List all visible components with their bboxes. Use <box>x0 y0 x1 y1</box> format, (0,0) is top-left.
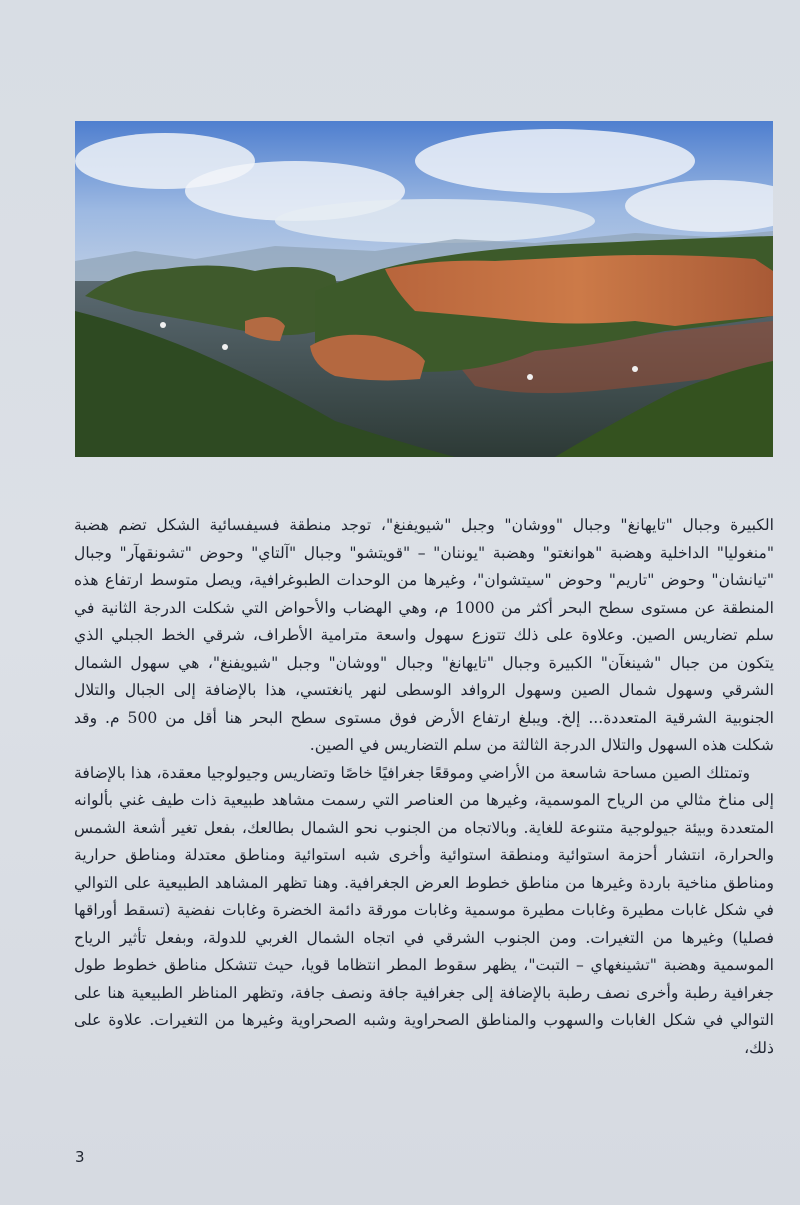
paragraph: وتمتلك الصين مساحة شاسعة من الأراضي وموقعًا جغرافيًا خاصًا وتضاريس وجيولوجيا معقدة، هذا بالإضافة إلى مناخ مثالي من الرياح الموسمية، وغيرها من العناصر التي رسمت مشاهد طبيعية ذات طيف غني بألوانه المتعددة وبيئة جيولوجية متنوعة للغاية. وبالاتجاه من الجنوب نحو الشمال بطالعك، بفعل تغير أشعة الشمس والحرارة، انتشار أحزمة استوائية ومنطقة استوائية وأخرى شبه استوائية ومناطق معتدلة ومناطق حرارية ومناطق مناخية باردة وغيرها من مناطق خطوط العرض الجغرافية. وهنا تظهر المشاهد الطبيعية على التوالي في شكل غابات مطيرة وغابات مطيرة موسمية وغابات مورقة دائمة الخضرة وغابات نفضية (تسقط أوراقها فصليا) وغيرها من التغيرات. ومن الجنوب الشرقي في اتجاه الشمال الغربي للدولة، وبفعل تأثير الرياح الموسمية وهضبة "تشينغهاي – التبت"، يظهر سقوط المطر انتظاما قويا، حيث تتشكل مناطق خطوط طول جغرافية رطبة وأخرى نصف رطبة بالإضافة إلى جغرافية جافة ونصف جافة، وتظهر المناظر الطبيعية هنا على التوالي في شكل الغابات والسهوب والمناطق الصحراوية وشبه الصحراوية وغيرها من التغيرات. علاوة على ذلك، <box>74 763 774 1057</box>
paragraph: الكبيرة وجبال "تايهانغ" وجبال "ووشان" وجبل "شيويفنغ"، توجد منطقة فسيفسائية الشكل تضم هضبة "منغوليا" الداخلية وهضبة "هوانغتو" وهضبة "يوننان" – "قويتشو" وجبال "آلتاي" وحوض "تشونقهآر" وجبال "تيانشان" وحوض "تاريم" وحوض "سيتشوان"، وغيرها من الوحدات الطبوغرافية، ويصل متوسط ارتفاع هذه المنطقة عن مستوى سطح البحر أكثر من 1000 م، وهي الهضاب والأحواض التي شكلت الدرجة الثانية في سلم تضاريس الصين. وعلاوة على ذلك تتوزع سهول واسعة مترامية الأطراف، شرقي الخط الجبلي الذي يتكون من جبال "شينغآن" الكبيرة وجبال "تايهانغ" وجبال "ووشان" وجبل "شيويفنغ"، هي سهول الشمال الشرقي وسهول شمال الصين وسهول الروافد الوسطى لنهر يانغتسي، هذا بالإضافة إلى الجبال والتلال الجنوبية الشرقية المتعددة... إلخ. ويبلغ ارتفاع الأرض فوق مستوى سطح البحر هنا أقل من 500 م. وقد شكلت هذه السهول والتلال الدرجة الثالثة من سلم التضاريس في الصين. <box>74 516 775 754</box>
boat <box>527 374 533 380</box>
body-text <box>74 512 774 1062</box>
boat <box>222 344 228 350</box>
page-number: 3 <box>75 1148 85 1166</box>
cloud <box>415 129 695 193</box>
boat <box>160 322 166 328</box>
landscape-photo <box>75 121 773 457</box>
cloud <box>275 199 595 243</box>
landscape-illustration <box>75 121 773 457</box>
boat <box>632 366 638 372</box>
